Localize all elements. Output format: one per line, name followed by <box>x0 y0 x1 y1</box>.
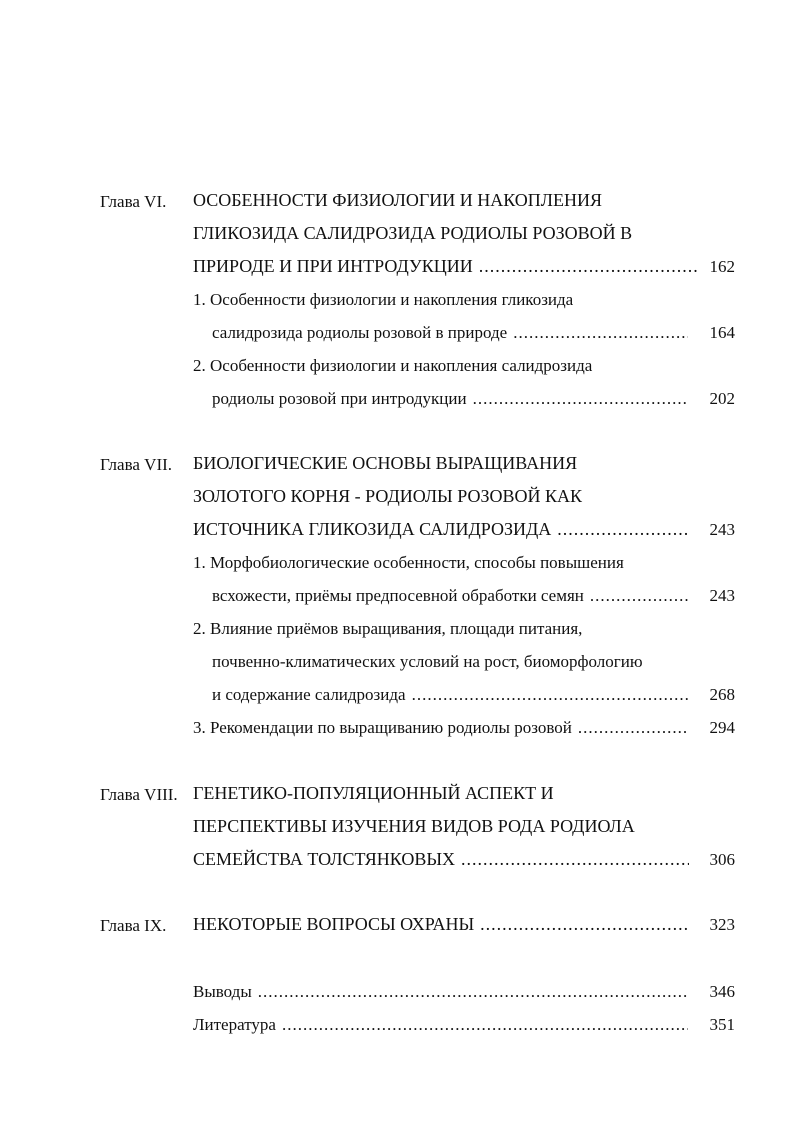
section-6-2-line-2: родиолы розовой при интродукции ..... <box>212 382 692 415</box>
chapter-6-title-line-3: ПРИРОДЕ И ПРИ ИНТРОДУКЦИИ ..... <box>193 250 701 283</box>
section-7-3-page: 294 <box>709 718 735 737</box>
dot-leader <box>578 711 688 744</box>
dot-leader <box>557 513 687 546</box>
section-7-2-line-1: 2. Влияние приёмов выращивания, площади питания, <box>193 619 583 638</box>
chapter-9-label: Глава IX. <box>100 916 167 935</box>
section-6-1-line-2: салидрозида родиолы розовой в природе ..... <box>212 316 692 349</box>
section-7-1-line-1: 1. Морфобиологические особенности, способы повышения <box>193 553 624 572</box>
section-7-2-line-3: и содержание салидрозида ..... <box>212 678 692 711</box>
section-7-1-line-2: всхожести, приёмы предпосевной обработки семян ..... <box>212 579 692 612</box>
dot-leader <box>258 975 688 1008</box>
chapter-7-title-line-3: ИСТОЧНИКА ГЛИКОЗИДА САЛИДРОЗИДА ..... <box>193 513 691 546</box>
chapter-6-page: 162 <box>709 257 735 276</box>
dot-leader <box>461 843 689 876</box>
chapter-8-title-line-2: ПЕРСПЕКТИВЫ ИЗУЧЕНИЯ ВИДОВ РОДА РОДИОЛА <box>193 816 635 836</box>
dot-leader <box>513 316 688 349</box>
conclusions-page: 346 <box>709 982 735 1001</box>
dot-leader <box>480 908 688 941</box>
section-6-1-page: 164 <box>709 323 735 342</box>
literature-page: 351 <box>709 1015 735 1034</box>
chapter-6-title-line-1: ОСОБЕННОСТИ ФИЗИОЛОГИИ И НАКОПЛЕНИЯ <box>193 190 602 210</box>
chapter-8-page: 306 <box>709 850 735 869</box>
section-6-1-line-1: 1. Особенности физиологии и накопления гликозида <box>193 290 574 309</box>
section-7-2-page: 268 <box>709 685 735 704</box>
section-6-2-line-1: 2. Особенности физиологии и накопления салидрозида <box>193 356 593 375</box>
literature-entry: Литература ..... <box>193 1008 692 1041</box>
dot-leader <box>473 382 688 415</box>
chapter-6-title-line-2: ГЛИКОЗИДА САЛИДРОЗИДА РОДИОЛЫ РОЗОВОЙ В <box>193 223 633 243</box>
chapter-8-title-line-1: ГЕНЕТИКО-ПОПУЛЯЦИОННЫЙ АСПЕКТ И <box>193 783 554 803</box>
dot-leader <box>282 1008 688 1041</box>
chapter-7-page: 243 <box>709 520 735 539</box>
chapter-6-label: Глава VI. <box>100 192 167 211</box>
section-7-1-page: 243 <box>709 586 735 605</box>
chapter-9-page: 323 <box>709 915 735 934</box>
dot-leader <box>479 250 697 283</box>
section-7-2-line-2: почвенно-климатических условий на рост, биоморфологию <box>212 652 643 671</box>
chapter-7-label: Глава VII. <box>100 455 173 474</box>
chapter-8-label: Глава VIII. <box>100 785 178 804</box>
chapter-9-title-line-1: НЕКОТОРЫЕ ВОПРОСЫ ОХРАНЫ ..... <box>193 908 692 941</box>
chapter-8-title-line-3: СЕМЕЙСТВА ТОЛСТЯНКОВЫХ ..... <box>193 843 693 876</box>
section-7-3-line-1: 3. Рекомендации по выращиванию родиолы розовой ..... <box>193 711 692 744</box>
dot-leader <box>412 678 688 711</box>
chapter-7-title-line-2: ЗОЛОТОГО КОРНЯ - РОДИОЛЫ РОЗОВОЙ КАК <box>193 486 582 506</box>
conclusions-entry: Выводы ..... <box>193 975 692 1008</box>
section-6-2-page: 202 <box>709 389 735 408</box>
chapter-7-title-line-1: БИОЛОГИЧЕСКИЕ ОСНОВЫ ВЫРАЩИВАНИЯ <box>193 453 578 473</box>
dot-leader <box>590 579 688 612</box>
